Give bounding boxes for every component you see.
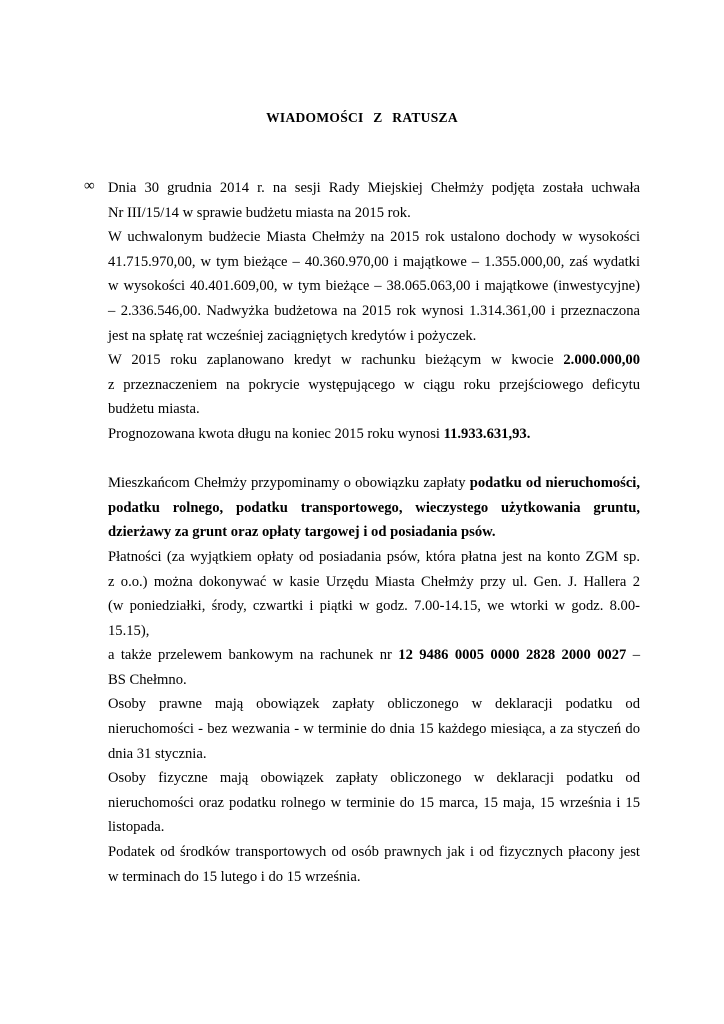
- text-segment: 15.15),: [108, 622, 150, 639]
- text-segment: jest na spłatę rat wcześniej zaciągniętych kredytów i pożyczek.: [108, 327, 477, 344]
- text-line: [108, 201, 640, 226]
- text-line: [108, 373, 640, 398]
- text-segment: Dnia 30 grudnia 2014 r. na sesji Rady Miejskiej Chełmży podjęta została uchwała: [108, 180, 640, 196]
- text-segment: W uchwalonym budżecie Miasta Chełmży na 2015 rok ustalono dochody w wysokości: [108, 229, 640, 246]
- text-segment: nieruchomości - bez wezwania - w terminie do dnia 15 każdego miesiąca, a za styczeń do: [108, 721, 640, 738]
- bold-text: 2.000.000,00: [563, 352, 640, 369]
- text-segment: W 2015 roku zaplanowano kredyt w rachunku bieżącym w kwocie: [108, 352, 564, 369]
- text-segment: dnia 31 stycznia.: [108, 745, 207, 762]
- text-segment: Osoby fizyczne mają obowiązek zapłaty obliczonego w deklaracji podatku od: [108, 770, 640, 787]
- text-line: [108, 668, 640, 693]
- text-line: [108, 865, 640, 890]
- text-segment: Mieszkańcom Chełmży przypominamy o obowiązku zapłaty: [108, 475, 470, 492]
- text-segment: Nr III/15/14 w sprawie budżetu miasta na 2015 rok.: [108, 204, 411, 221]
- text-segment: listopada.: [108, 819, 165, 836]
- text-line: [108, 840, 640, 865]
- text-segment: – 2.336.546,00. Nadwyżka budżetowa na 2015 rok wynosi 1.314.361,00 i przeznaczona: [108, 302, 640, 319]
- text-line: [108, 594, 640, 619]
- bold-text: 12 9486 0005 0000 2828 2000 0027: [398, 647, 627, 664]
- text-segment: Podatek od środków transportowych od osób prawnych jak i od fizycznych płacony jest: [108, 844, 640, 861]
- text-line: [108, 520, 640, 545]
- text-line: [108, 692, 640, 717]
- bold-text: podatku od nieruchomości,: [469, 475, 641, 492]
- text-segment: z o.o.) można dokonywać w kasie Urzędu Miasta Chełmży przy ul. Gen. J. Hallera 2: [108, 573, 640, 590]
- text-segment: w terminach do 15 lutego i do 15 września.: [108, 868, 361, 885]
- text-segment: nieruchomości oraz podatku rolnego w terminie do 15 marca, 15 maja, 15 września i 15: [108, 794, 640, 811]
- text-line: [108, 717, 640, 742]
- text-line: [108, 791, 640, 816]
- text-line: [108, 643, 640, 668]
- bold-text: dzierżawy za grunt oraz opłaty targowej i od posiadania psów.: [108, 524, 496, 541]
- text-line: [108, 496, 640, 521]
- text-line: [108, 570, 640, 595]
- text-line: [108, 397, 640, 422]
- text-segment: 41.715.970,00, w tym bieżące – 40.360.970,00 i majątkowe – 1.355.000,00, zaś wydatki: [108, 253, 640, 270]
- text-line: [108, 619, 640, 644]
- text-segment: Osoby prawne mają obowiązek zapłaty obliczonego w deklaracji podatku od: [108, 696, 640, 713]
- text-line: [108, 815, 640, 840]
- text-line: [108, 742, 640, 767]
- text-segment: Prognozowana kwota długu na koniec 2015 roku wynosi: [108, 425, 444, 442]
- text-line: [108, 545, 640, 570]
- text-segment: z przeznaczeniem na pokrycie występującego w ciągu roku przejściowego deficytu: [108, 376, 640, 393]
- text-line: [108, 225, 640, 250]
- infinity-bullet-icon: ∞: [84, 178, 95, 194]
- text-segment: BS Chełmno.: [108, 671, 187, 688]
- text-segment: w wysokości 40.401.609,00, w tym bieżące – 38.065.063,00 i majątkowe (inwestycyjne): [108, 278, 640, 295]
- page-title: WIADOMOŚCI Z RATUSZA: [266, 110, 458, 125]
- bold-text: 11.933.631,93.: [443, 425, 531, 442]
- document-body: [108, 176, 640, 889]
- text-segment: –: [626, 647, 641, 664]
- text-line: [108, 348, 640, 373]
- text-line: [108, 250, 640, 275]
- text-line: [108, 299, 640, 324]
- paragraph-gap: [108, 447, 640, 472]
- text-line: [108, 176, 640, 201]
- text-line: [108, 471, 640, 496]
- text-segment: a także przelewem bankowym na rachunek nr: [108, 647, 399, 664]
- bold-text: podatku rolnego, podatku transportowego, wieczystego użytkowania gruntu,: [108, 499, 640, 516]
- text-segment: (w poniedziałki, środy, czwartki i piątki w godz. 7.00-14.15, we wtorki w godz. 8.00-: [108, 598, 640, 615]
- text-segment: Płatności (za wyjątkiem opłaty od posiadania psów, która płatna jest na konto ZGM sp.: [108, 548, 640, 565]
- text-segment: budżetu miasta.: [108, 401, 200, 418]
- text-line: [108, 766, 640, 791]
- text-line: [108, 422, 640, 447]
- text-line: [108, 324, 640, 349]
- text-line: [108, 274, 640, 299]
